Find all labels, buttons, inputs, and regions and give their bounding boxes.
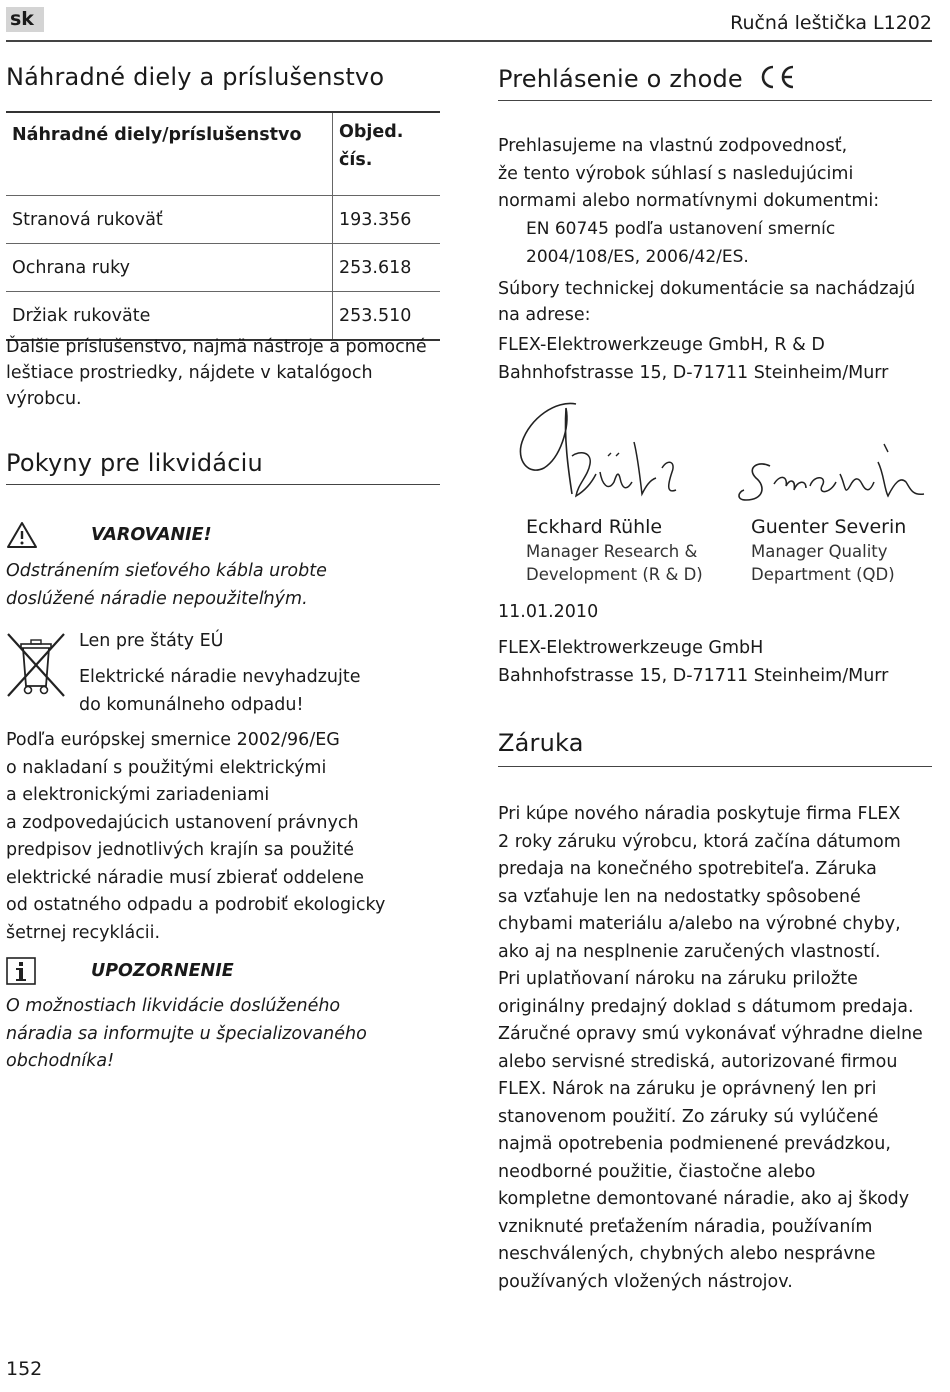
warranty-line: kompletne demontované náradie, ako aj škody bbox=[498, 1189, 910, 1209]
conformity-heading bbox=[498, 64, 797, 93]
warranty-line: predaja na konečného spotrebiteľa. Záruka bbox=[498, 859, 877, 879]
declaration-date: 11.01.2010 bbox=[498, 602, 599, 622]
warranty-line: neschválených, chybných alebo nesprávne bbox=[498, 1244, 876, 1264]
parts-note-line: Ďalšie príslušenstvo, najmä nástroje a pomocné bbox=[6, 337, 427, 357]
signer-ruhle bbox=[526, 516, 703, 586]
parts-table bbox=[6, 111, 440, 341]
files-line: na adrese: bbox=[498, 305, 591, 325]
parts-note-line: výrobcu. bbox=[6, 389, 82, 409]
part-number: 253.618 bbox=[333, 244, 441, 292]
signer-role-line: Manager Research & bbox=[526, 542, 698, 561]
directive-line: a elektronickými zariadeniami bbox=[6, 785, 270, 805]
parts-note-line: leštiace prostriedky, nájdete v katalógoch bbox=[6, 363, 373, 383]
col-header-order-line2: čís. bbox=[339, 150, 373, 170]
col-header-order-number bbox=[333, 112, 441, 196]
warranty-line: 2 roky záruku výrobcu, ktorá začína dátumom bbox=[498, 831, 901, 852]
conformity-intro bbox=[498, 133, 879, 216]
standards-text bbox=[526, 216, 835, 271]
signer-role-line: Development (R & D) bbox=[526, 565, 703, 584]
part-name: Držiak rukoväte bbox=[6, 292, 333, 341]
directive-text bbox=[6, 727, 446, 947]
company-line: Bahnhofstrasse 15, D-71711 Steinheim/Murr bbox=[498, 665, 889, 686]
col-header-parts: Náhradné diely/príslušenstvo bbox=[6, 112, 333, 196]
warranty-line: neodborné použitie, čiastočne alebo bbox=[498, 1161, 816, 1182]
table-row bbox=[6, 196, 440, 244]
notice-line: náradia sa informujte u špecializovaného bbox=[6, 1023, 367, 1044]
warning-line: Odstránením sieťového kábla urobte bbox=[6, 561, 327, 581]
notice-label: UPOZORNENIE bbox=[91, 961, 234, 981]
notice-line: obchodníka! bbox=[6, 1051, 115, 1071]
warranty-line: sa vzťahuje len na nedostatky spôsobené bbox=[498, 886, 861, 907]
crossed-bin-icon bbox=[6, 632, 66, 698]
directive-line: elektrické náradie musí zbierať oddelene bbox=[6, 867, 365, 888]
directive-line: a zodpovedajúcich ustanovení právnych bbox=[6, 812, 359, 833]
eu-only-text: Len pre štáty EÚ bbox=[79, 631, 224, 651]
conformity-intro-line: Prehlasujeme na vlastnú zodpovednosť, bbox=[498, 136, 848, 156]
signer-name: Guenter Severin bbox=[751, 516, 907, 538]
bin-line: do komunálneho odpadu! bbox=[79, 694, 304, 715]
directive-line: predpisov jednotlivých krajín sa použité bbox=[6, 840, 355, 860]
warranty-rule bbox=[498, 766, 932, 767]
header-rule bbox=[6, 40, 932, 42]
warranty-line: ako aj na nesplnenie zaručených vlastností. bbox=[498, 941, 881, 962]
company-address bbox=[498, 635, 888, 690]
standards-line: EN 60745 podľa ustanovení smerníc bbox=[526, 219, 836, 239]
company-line: FLEX-Elektrowerkzeuge GmbH bbox=[498, 638, 764, 658]
parts-note bbox=[6, 334, 446, 412]
address-line: Bahnhofstrasse 15, D-71711 Steinheim/Murr bbox=[498, 362, 889, 383]
conformity-intro-line: že tento výrobok súhlasí s nasledujúcimi bbox=[498, 163, 854, 184]
directive-line: o nakladaní s použitými elektrickými bbox=[6, 757, 327, 778]
signer-severin bbox=[751, 516, 906, 586]
files-text bbox=[498, 276, 915, 328]
address-text bbox=[498, 332, 888, 387]
info-icon bbox=[6, 957, 36, 985]
address-line: FLEX-Elektrowerkzeuge GmbH, R & D bbox=[498, 335, 825, 355]
bin-line: Elektrické náradie nevyhadzujte bbox=[79, 667, 361, 687]
part-number: 253.510 bbox=[333, 292, 441, 341]
language-tag: sk bbox=[6, 7, 44, 32]
signer-role-line: Manager Quality bbox=[751, 542, 888, 561]
table-header-row bbox=[6, 112, 440, 196]
signer-role-line: Department (QD) bbox=[751, 565, 895, 584]
warranty-line: chybami materiálu a/alebo na výrobné chyby, bbox=[498, 914, 901, 934]
warranty-line: Pri uplatňovaní nároku na záruku priložte bbox=[498, 969, 858, 989]
files-line: Súbory technickej dokumentácie sa nachádzajú bbox=[498, 279, 916, 299]
warranty-line: FLEX. Nárok na záruku je oprávnený len pri bbox=[498, 1079, 877, 1099]
warranty-line: používaných vložených nástrojov. bbox=[498, 1271, 793, 1292]
directive-line: Podľa európskej smernice 2002/96/EG bbox=[6, 730, 340, 750]
warning-label: VAROVANIE! bbox=[91, 525, 212, 545]
conformity-heading-text: Prehlásenie o zhode bbox=[498, 65, 743, 93]
warning-triangle-icon bbox=[6, 521, 38, 549]
notice-line: O možnostiach likvidácie doslúženého bbox=[6, 996, 341, 1016]
part-number: 193.356 bbox=[333, 196, 441, 244]
signature-severin bbox=[734, 440, 932, 512]
part-name: Stranová rukoväť bbox=[6, 196, 333, 244]
warranty-line: Záručné opravy smú vykonávať výhradne dielne bbox=[498, 1024, 923, 1044]
signer-name: Eckhard Rühle bbox=[526, 516, 663, 538]
parts-heading: Náhradné diely a príslušenstvo bbox=[6, 63, 385, 91]
warranty-heading: Záruka bbox=[498, 729, 584, 757]
conformity-intro-line: normami alebo normatívnymi dokumentmi: bbox=[498, 191, 880, 211]
warranty-line: vzniknuté preťažením náradia, používaním bbox=[498, 1216, 873, 1237]
standards-line: 2004/108/ES, 2006/42/ES. bbox=[526, 246, 749, 267]
warranty-line: originálny predajný doklad s dátumom predaja. bbox=[498, 996, 914, 1017]
document-title: Ručná leštička L1202 bbox=[730, 12, 932, 34]
warranty-text bbox=[498, 801, 938, 1296]
page-number: 152 bbox=[6, 1358, 43, 1380]
notice-text bbox=[6, 993, 367, 1076]
bin-text bbox=[79, 664, 361, 719]
ce-mark-icon bbox=[755, 64, 797, 90]
warning-line: doslúžené náradie nepoužiteľným. bbox=[6, 588, 308, 609]
disposal-rule bbox=[6, 484, 440, 485]
part-name: Ochrana ruky bbox=[6, 244, 333, 292]
table-row bbox=[6, 244, 440, 292]
directive-line: od ostatného odpadu a podrobiť ekologicky bbox=[6, 895, 386, 915]
warranty-line: najmä opotrebenia podmienené prevádzkou, bbox=[498, 1134, 891, 1154]
warranty-line: stanovenom použití. Zo záruky sú vylúčené bbox=[498, 1106, 879, 1127]
signature-ruhle bbox=[516, 398, 696, 510]
disposal-heading: Pokyny pre likvidáciu bbox=[6, 449, 263, 477]
warranty-line: alebo servisné strediská, autorizované firmou bbox=[498, 1051, 898, 1072]
col-header-order-line1: Objed. bbox=[339, 122, 404, 142]
warning-text bbox=[6, 558, 327, 613]
directive-line: šetrnej recyklácii. bbox=[6, 922, 161, 943]
warranty-line: Pri kúpe nového náradia poskytuje firma FLEX bbox=[498, 804, 901, 824]
conformity-rule bbox=[498, 100, 932, 101]
table-row bbox=[6, 292, 440, 341]
